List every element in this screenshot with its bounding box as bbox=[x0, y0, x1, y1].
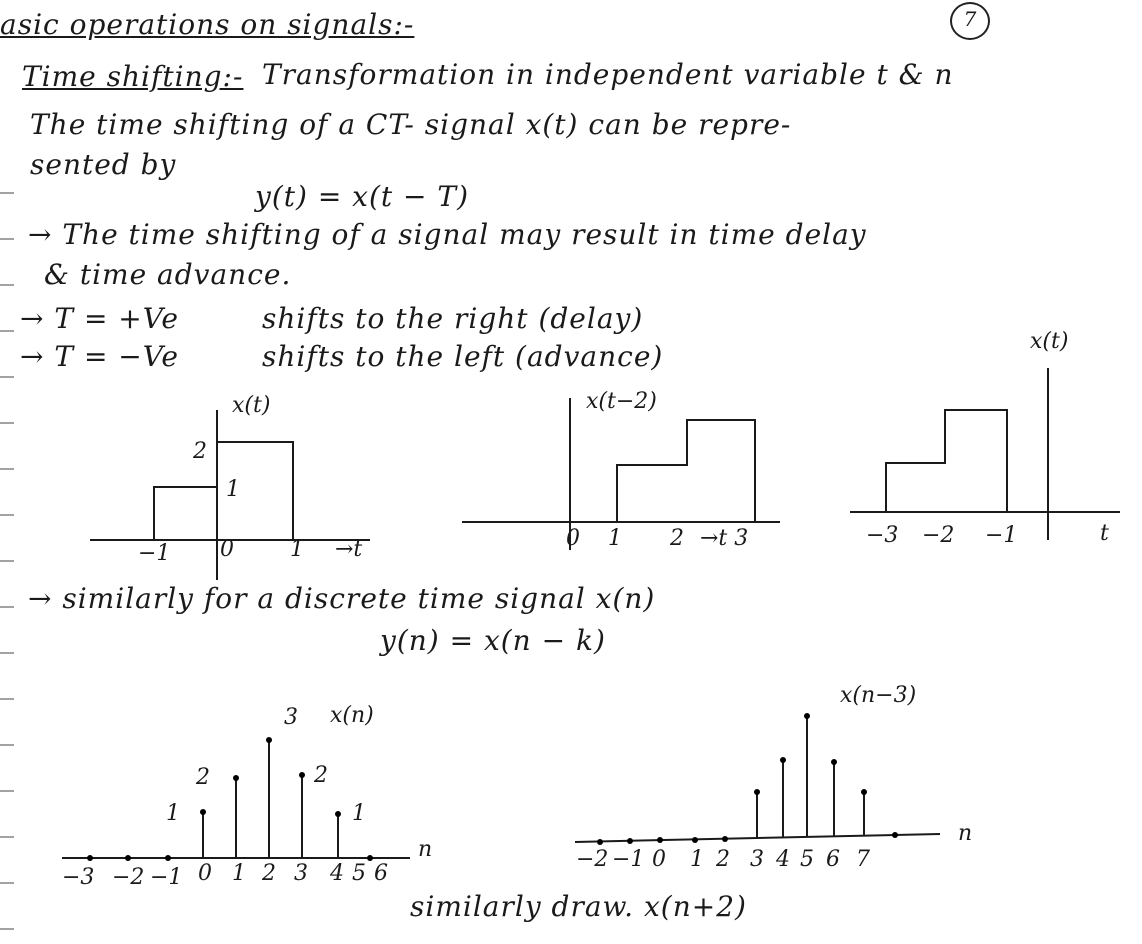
graph-label: 1 bbox=[290, 537, 304, 562]
graph-mark bbox=[367, 855, 373, 861]
graph-mark bbox=[657, 837, 663, 843]
graph-label: 2 bbox=[193, 439, 207, 464]
graph-label: 1 bbox=[352, 801, 366, 826]
text-line: → The time shifting of a signal may result in time delay bbox=[28, 218, 867, 251]
graph-label: 0 bbox=[220, 537, 234, 562]
graph-label: 2 bbox=[670, 526, 684, 551]
graph-mark bbox=[125, 855, 131, 861]
graph-mark bbox=[597, 839, 603, 845]
graph-label: n bbox=[958, 821, 973, 846]
graph-label: 2 bbox=[196, 765, 210, 790]
graph-label: x(t) bbox=[1030, 329, 1069, 354]
graph-label: 5 bbox=[352, 861, 366, 886]
graph-label: 2 bbox=[716, 847, 730, 872]
graph-mark bbox=[617, 420, 755, 522]
graph-label: −2 bbox=[576, 847, 609, 872]
graph-label: 6 bbox=[374, 861, 388, 886]
graph-label: 5 bbox=[800, 847, 814, 872]
graph-label: 0 bbox=[198, 861, 212, 886]
graph-mark bbox=[692, 837, 698, 843]
graph-label: 2 bbox=[314, 763, 328, 788]
graph-mark bbox=[722, 836, 728, 842]
graph-label: 6 bbox=[826, 847, 840, 872]
graph-mark bbox=[299, 772, 305, 778]
graph-label: 3 bbox=[284, 705, 298, 730]
graph-label: n bbox=[418, 837, 433, 862]
equation: y(n) = x(n − k) bbox=[380, 624, 606, 657]
text-line: Transformation in independent variable t & n bbox=[262, 58, 954, 91]
graph-mark bbox=[804, 713, 810, 719]
graph-mark bbox=[165, 855, 171, 861]
graph-label: 3 bbox=[294, 861, 308, 886]
graph-label: 7 bbox=[856, 847, 870, 872]
graph-label: →t 3 bbox=[700, 526, 749, 551]
graph-label: −1 bbox=[138, 541, 171, 566]
graph-x-n-minus-3 bbox=[575, 683, 972, 872]
graph-label: −1 bbox=[612, 847, 645, 872]
text-line: → T = −Ve bbox=[20, 340, 179, 373]
graph-label: 3 bbox=[750, 847, 764, 872]
graph-label: 2 bbox=[262, 861, 276, 886]
stems bbox=[87, 737, 373, 861]
graph-mark bbox=[87, 855, 93, 861]
graph-mark bbox=[831, 759, 837, 765]
graph-mark bbox=[200, 809, 206, 815]
graph-mark bbox=[886, 410, 1007, 512]
graph-label: −3 bbox=[62, 865, 95, 890]
graph-mark bbox=[627, 838, 633, 844]
text-line: → T = +Ve bbox=[20, 302, 179, 335]
graph-mark bbox=[780, 757, 786, 763]
graph-mark bbox=[266, 737, 272, 743]
graph-label: 4 bbox=[776, 847, 790, 872]
graph-mark bbox=[861, 789, 867, 795]
text-line: similarly draw. x(n+2) bbox=[410, 890, 747, 923]
graph-mark bbox=[892, 832, 898, 838]
text-line: The time shifting of a CT- signal x(t) can be repre- bbox=[30, 108, 792, 141]
graph-label: 1 bbox=[226, 477, 240, 502]
page-number: 7 bbox=[950, 2, 990, 40]
graph-label: 0 bbox=[566, 526, 580, 551]
graph-x-t-minus-2 bbox=[462, 389, 780, 551]
graph-label: t bbox=[1100, 521, 1109, 546]
stems bbox=[597, 713, 898, 845]
text-line: shifts to the left (advance) bbox=[262, 340, 664, 373]
graph-label: →t bbox=[335, 537, 363, 562]
equation: y(t) = x(t − T) bbox=[255, 180, 470, 213]
graph-label: x(n−3) bbox=[840, 683, 917, 708]
graph-x-t bbox=[90, 393, 370, 580]
graph-label: x(t) bbox=[232, 393, 271, 418]
graph-mark bbox=[335, 811, 341, 817]
graph-label: −2 bbox=[112, 865, 145, 890]
graph-label: 0 bbox=[652, 847, 666, 872]
text-line: & time advance. bbox=[44, 258, 292, 291]
graph-mark bbox=[754, 789, 760, 795]
graph-label: 1 bbox=[232, 861, 246, 886]
page-title: asic operations on signals:- bbox=[0, 8, 415, 41]
text-line: sented by bbox=[30, 148, 177, 181]
graph-label: 1 bbox=[608, 526, 622, 551]
section-heading: Time shifting:- bbox=[22, 60, 244, 93]
graph-label: −1 bbox=[150, 865, 183, 890]
text-line: → similarly for a discrete time signal x(n) bbox=[28, 582, 656, 615]
graph-mark bbox=[154, 442, 293, 540]
graph-label: 1 bbox=[166, 801, 180, 826]
graph-label: x(n) bbox=[330, 703, 374, 728]
text-line: shifts to the right (delay) bbox=[262, 302, 644, 335]
graph-label: 4 bbox=[330, 861, 344, 886]
graph-label: −2 bbox=[922, 523, 955, 548]
graph-label: 1 bbox=[690, 847, 704, 872]
graph-label: −3 bbox=[866, 523, 899, 548]
graph-mark bbox=[233, 775, 239, 781]
graph-x-t-advanced bbox=[850, 329, 1120, 548]
graph-label: −1 bbox=[985, 523, 1018, 548]
graph-label: x(t−2) bbox=[586, 389, 657, 414]
graph-x-n bbox=[62, 703, 432, 890]
